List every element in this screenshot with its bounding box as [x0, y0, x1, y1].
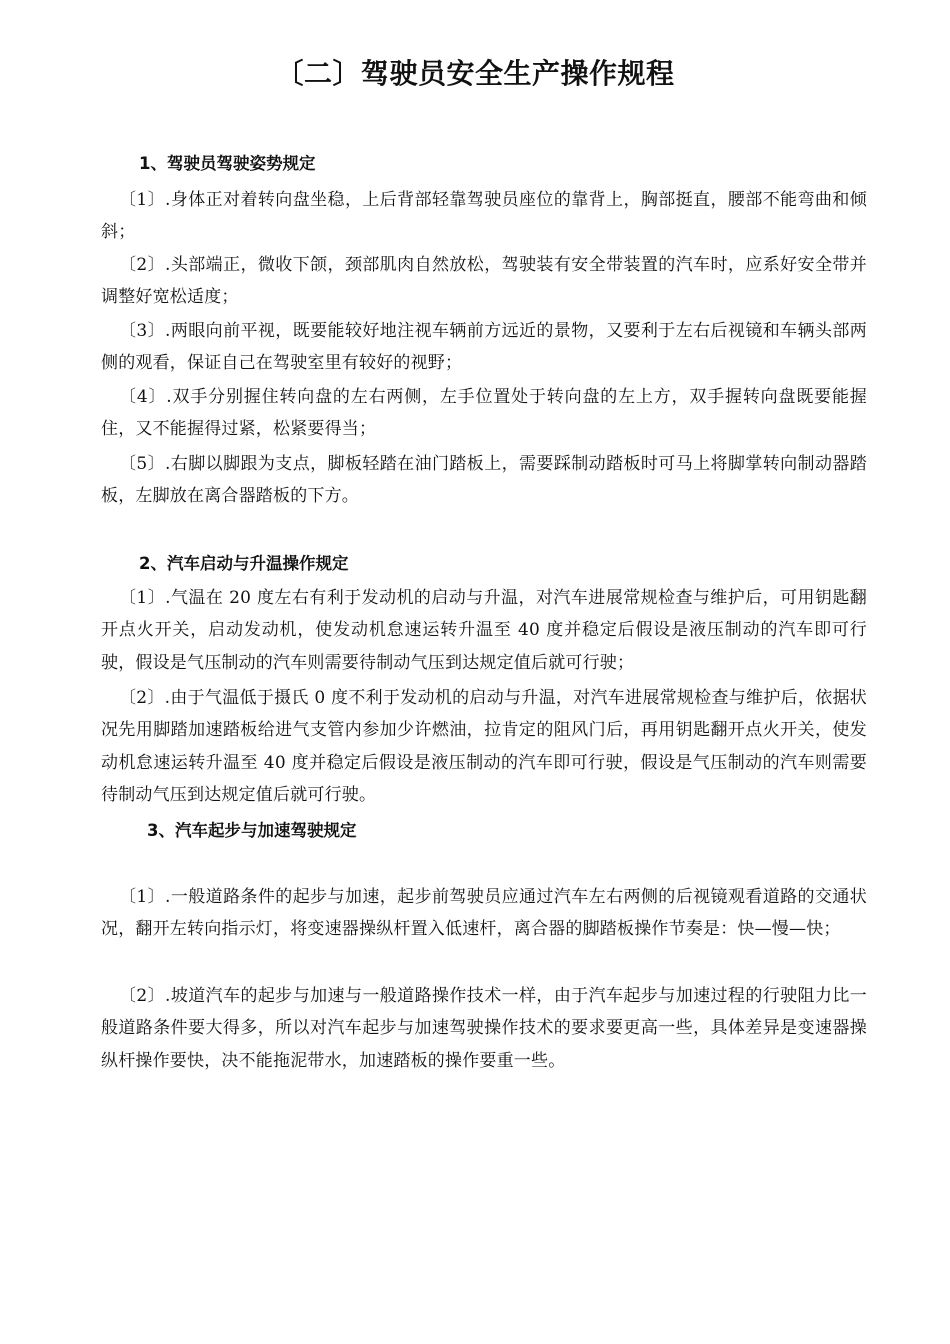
paragraph: 〔1〕.一般道路条件的起步与加速，起步前驾驶员应通过汽车左右两侧的后视镜观看道路的交通状况，翻开左转向指示灯，将变速器操纵杆置入低速杆，离合器的脚踏板操作节奏是：快—慢—快； — [101, 887, 867, 940]
section-heading-3: 3、汽车起步与加速驾驶规定 — [147, 821, 357, 840]
paragraph: 〔2〕.坡道汽车的起步与加速与一般道路操作技术一样，由于汽车起步与加速过程的行驶阻力比一般道路条件要大得多，所以对汽车起步与加速驾驶操作技术的要求要更高一些，具体差异是变速器操纵杆操作要快，决不能拖泥带水，加速踏板的操作要重一些。 — [101, 986, 867, 1071]
document-title: 〔二〕驾驶员安全生产操作规程 — [275, 57, 675, 90]
section-heading-2: 2、汽车启动与升温操作规定 — [139, 554, 349, 573]
paragraph: 〔5〕.右脚以脚跟为支点，脚板轻踏在油门踏板上，需要踩制动踏板时可马上将脚掌转向制动器踏板，左脚放在离合器踏板的下方。 — [101, 454, 867, 507]
paragraph: 〔1〕.气温在 20 度左右有利于发动机的启动与升温，对汽车进展常规检查与维护后，可用钥匙翻开点火开关，启动发动机，使发动机怠速运转升温至 40 度并稳定后假设是液压制动的汽车即可行驶，假设是气压制动的汽车则需要待制动气压到达规定值后就可行驶； — [101, 588, 867, 673]
paragraph: 〔2〕.由于气温低于摄氏 0 度不利于发动机的启动与升温，对汽车进展常规检查与维护后，依据状况先用脚踏加速踏板给进气支管内参加少许燃油，拉肯定的阻风门后，再用钥匙翻开点火开关，使发动机怠速运转升温至 40 度并稳定后假设是液压制动的汽车即可行驶，假设是气压制动的汽车则需要待制动气压到达规定值后就可行驶。 — [101, 688, 867, 806]
section-heading-1: 1、驾驶员驾驶姿势规定 — [139, 154, 316, 173]
paragraph: 〔2〕.头部端正，微收下颌，颈部肌肉自然放松，驾驶装有安全带装置的汽车时，应系好安全带并调整好宽松适度； — [101, 255, 867, 308]
paragraph: 〔4〕.双手分别握住转向盘的左右两侧，左手位置处于转向盘的左上方，双手握转向盘既要能握住，又不能握得过紧，松紧要得当； — [101, 387, 867, 440]
paragraph: 〔1〕.身体正对着转向盘坐稳，上后背部轻靠驾驶员座位的靠背上，胸部挺直，腰部不能弯曲和倾斜； — [101, 190, 867, 243]
paragraph: 〔3〕.两眼向前平视，既要能较好地注视车辆前方远近的景物，又要利于左右后视镜和车辆头部两侧的观看，保证自己在驾驶室里有较好的视野； — [101, 321, 867, 374]
